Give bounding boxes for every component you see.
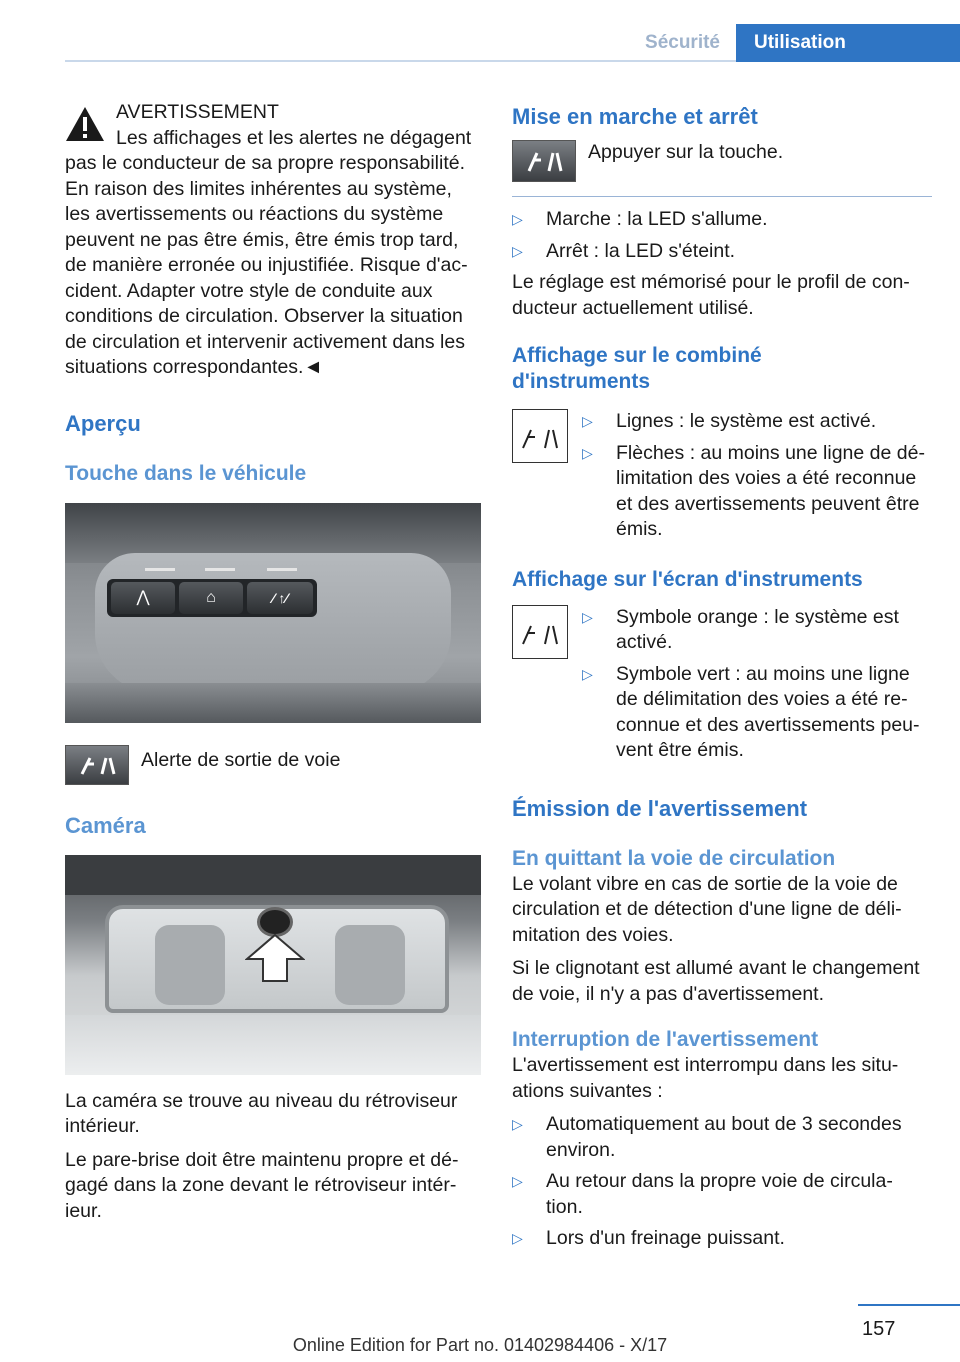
list-item: ▷ Lors d'un freinage puissant.: [512, 1226, 932, 1252]
interrupt-text: ations suivantes :: [512, 1079, 663, 1102]
memo-text: Le réglage est mémorisé pour le profil de con-: [512, 271, 910, 293]
camera-text: Le pare-brise doit être maintenu propre et dé-: [65, 1148, 459, 1171]
list-item: ▷ Automatiquement au bout de 3 secondes environ.: [512, 1113, 902, 1161]
warning-line: En raison des limites inhérentes au système,: [65, 177, 452, 200]
warning-line: pas le conducteur de sa propre responsabilité.: [65, 152, 465, 174]
button-caption: Alerte de sortie de voie: [141, 748, 341, 771]
arrow-up-icon: [245, 933, 305, 983]
warning-triangle-icon: [65, 106, 105, 142]
heading-touche: Touche dans le véhicule: [65, 461, 307, 485]
footer-edition: Online Edition for Part no. 01402984406 - X/17: [292, 1335, 668, 1355]
screen-row: [512, 605, 932, 770]
warning-line: Les affichages et les alertes ne dégagent: [116, 126, 472, 149]
list-item: ▷ Lignes : le système est activé.: [582, 409, 932, 435]
bullet-icon: ▷: [512, 1230, 523, 1246]
lane-lines-icon: [512, 409, 568, 463]
left-column: [65, 100, 481, 1224]
bullet-icon: ▷: [512, 242, 523, 259]
heading-combine: Affichage sur le combiné: [512, 344, 762, 367]
memo-text: ducteur actuellement utilisé.: [512, 296, 754, 319]
bullet-icon: ▷: [582, 444, 593, 461]
right-column: [512, 100, 932, 1258]
press-button-row: [512, 140, 932, 182]
lane-lines-icon: [512, 605, 568, 659]
cluster-row: [512, 409, 932, 549]
heading-ecran: Affichage sur l'écran d'instruments: [512, 567, 863, 591]
cluster-list: [582, 409, 932, 549]
button-panel-photo: [65, 503, 481, 723]
heading-mise-en-marche: Mise en marche et arrêt: [512, 104, 758, 129]
interrupt-text: L'avertissement est interrompu dans les situ-: [512, 1054, 899, 1076]
warning-line: situations correspondantes.◄: [65, 356, 323, 378]
bullet-icon: ▷: [512, 1173, 523, 1189]
leaving-text: mitation des voies.: [512, 923, 674, 946]
press-button-text: Appuyer sur la touche.: [588, 141, 784, 163]
camera-text: gagé dans la zone devant le rétroviseur intér-: [65, 1174, 457, 1196]
list-item: ▷ Symbole orange : le système est activé.: [582, 605, 899, 653]
button-icon: ⌂: [179, 582, 243, 614]
warning-line: conditions de circulation. Observer la situation: [65, 305, 463, 327]
lane-departure-button-icon: [512, 140, 576, 182]
onoff-list: [512, 207, 932, 264]
interrupt-list: [512, 1112, 932, 1252]
warning-line: peuvent ne pas être émis, être émis trop tard,: [65, 228, 459, 251]
lane-departure-button-icon: [65, 745, 129, 785]
list-item: ▷ Flèches : au moins une ligne de dé- limitation des voies a été reconnue et des avertissements peuvent être émis.: [582, 441, 925, 540]
camera-text: ieur.: [65, 1199, 102, 1222]
tab-utilisation[interactable]: Utilisation: [736, 24, 960, 62]
leaving-text: Si le clignotant est allumé avant le changement: [512, 957, 920, 979]
screen-list: [582, 605, 932, 770]
page-number-rule: [858, 1304, 960, 1306]
list-item: ▷ Marche : la LED s'allume.: [512, 207, 932, 233]
bullet-icon: ▷: [512, 211, 523, 227]
camera-photo: [65, 855, 481, 1075]
leaving-text: de voie, il n'y a pas d'avertissement.: [512, 982, 825, 1005]
bullet-icon: ▷: [582, 608, 593, 625]
heading-apercu: Aperçu: [65, 410, 141, 436]
camera-text: La caméra se trouve au niveau du rétroviseur: [65, 1089, 458, 1112]
warning-block: [65, 100, 481, 381]
heading-camera: Caméra: [65, 812, 146, 838]
warning-line: de manière erronée ou injustifiée. Risque d'ac-: [65, 254, 468, 276]
button-legend: [65, 745, 481, 785]
leaving-text: Le volant vibre en cas de sortie de la voie de: [512, 872, 898, 895]
list-item: ▷ Symbole vert : au moins une ligne de délimitation des voies a été re- connue et des avertissements peu- vent être émis.: [582, 662, 920, 761]
heading-combine: d'instruments: [512, 370, 651, 393]
heading-emission: Émission de l'avertissement: [512, 795, 808, 821]
page-number: 157: [862, 1318, 896, 1340]
warning-line: cident. Adapter votre style de conduite aux: [65, 279, 433, 302]
bullet-icon: ▷: [582, 665, 593, 682]
leaving-text: circulation et de détection d'une ligne de déli-: [512, 898, 902, 920]
camera-text: intérieur.: [65, 1115, 140, 1137]
bullet-icon: ▷: [512, 1116, 523, 1132]
warning-title: AVERTISSEMENT: [116, 101, 279, 123]
button-icon: ⋀: [111, 582, 175, 614]
list-item: ▷ Arrêt : la LED s'éteint.: [512, 239, 932, 265]
list-item: ▷ Au retour dans la propre voie de circula- tion.: [512, 1170, 893, 1218]
tab-securite[interactable]: Sécurité: [645, 32, 720, 53]
bullet-icon: ▷: [582, 413, 593, 429]
warning-line: de circulation et intervenir activement dans les: [65, 330, 465, 353]
warning-line: les avertissements ou réactions du système: [65, 203, 444, 225]
lane-warning-button-icon: ⁄ ↑⁄: [247, 582, 313, 614]
heading-en-quittant: En quittant la voie de circulation: [512, 846, 836, 870]
divider: [512, 196, 932, 197]
heading-interruption: Interruption de l'avertissement: [512, 1028, 819, 1051]
